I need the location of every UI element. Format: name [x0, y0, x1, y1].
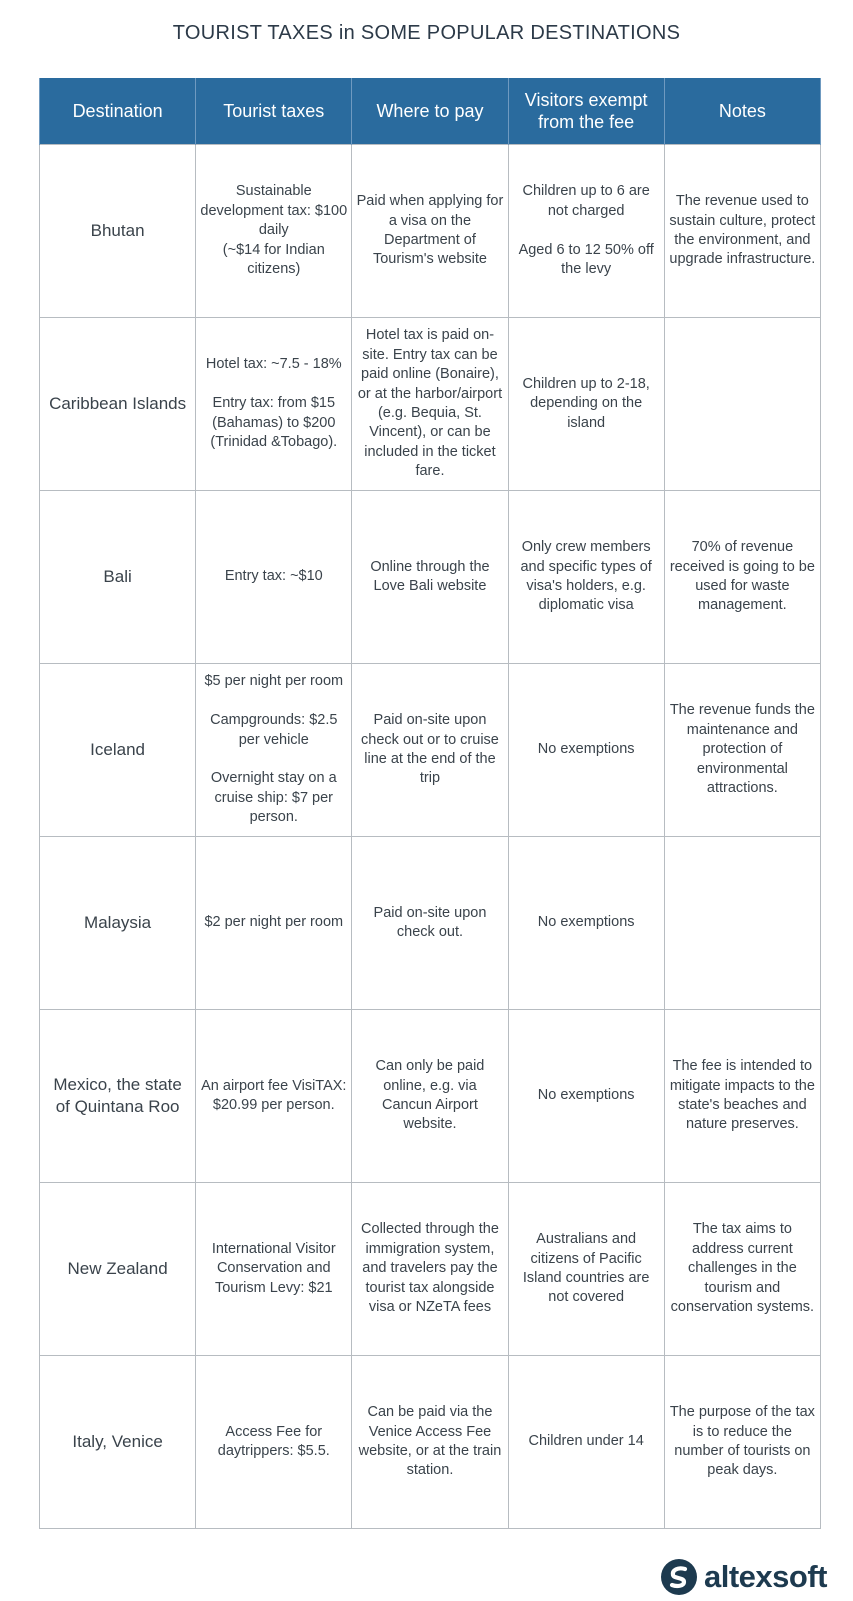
- cell-taxes: Sustainable development tax: $100 daily (~$14 for Indian citizens): [196, 145, 352, 318]
- cell-exempt: No exemptions: [508, 664, 664, 837]
- cell-exempt: No exemptions: [508, 1010, 664, 1183]
- cell-exempt: Children under 14: [508, 1356, 664, 1529]
- cell-where: Online through the Love Bali website: [352, 491, 508, 664]
- cell-taxes: $2 per night per room: [196, 837, 352, 1010]
- cell-where: Paid on-site upon check out.: [352, 837, 508, 1010]
- cell-destination: Italy, Venice: [40, 1356, 196, 1529]
- cell-exempt: Children up to 2-18, depending on the island: [508, 318, 664, 491]
- cell-notes: The tax aims to address current challenges in the tourism and conservation systems.: [664, 1183, 820, 1356]
- header-notes: Notes: [664, 78, 820, 145]
- altexsoft-logo: [660, 1558, 827, 1596]
- cell-notes: The fee is intended to mitigate impacts to the state's beaches and nature preserves.: [664, 1010, 820, 1183]
- table-header-row: [40, 78, 821, 145]
- altexsoft-logo-icon: [660, 1558, 698, 1596]
- cell-taxes: Access Fee for daytrippers: $5.5.: [196, 1356, 352, 1529]
- cell-notes: The purpose of the tax is to reduce the number of tourists on peak days.: [664, 1356, 820, 1529]
- cell-taxes: $5 per night per room Campgrounds: $2.5 per vehicle Overnight stay on a cruise ship: $7 per person.: [196, 664, 352, 837]
- cell-where: Collected through the immigration system, and travelers pay the tourist tax alongside visa or NZeTA fees: [352, 1183, 508, 1356]
- table-row: [40, 1010, 821, 1183]
- cell-destination: New Zealand: [40, 1183, 196, 1356]
- cell-notes: [664, 318, 820, 491]
- cell-notes: 70% of revenue received is going to be used for waste management.: [664, 491, 820, 664]
- cell-exempt: Children up to 6 are not charged Aged 6 to 12 50% off the levy: [508, 145, 664, 318]
- cell-notes: [664, 837, 820, 1010]
- cell-taxes: Hotel tax: ~7.5 - 18% Entry tax: from $15 (Bahamas) to $200 (Trinidad &Tobago).: [196, 318, 352, 491]
- table-row: [40, 318, 821, 491]
- cell-exempt: Australians and citizens of Pacific Island countries are not covered: [508, 1183, 664, 1356]
- table-row: [40, 1183, 821, 1356]
- altexsoft-wordmark: altexsoft: [704, 1559, 827, 1594]
- cell-where: Hotel tax is paid on-site. Entry tax can be paid online (Bonaire), or at the harbor/airport (e.g. Bequia, St. Vincent), or can be included in the ticket fare.: [352, 318, 508, 491]
- cell-notes: The revenue funds the maintenance and protection of environmental attractions.: [664, 664, 820, 837]
- cell-exempt: No exemptions: [508, 837, 664, 1010]
- cell-destination: Iceland: [40, 664, 196, 837]
- cell-where: Can only be paid online, e.g. via Cancun Airport website.: [352, 1010, 508, 1183]
- cell-where: Paid when applying for a visa on the Department of Tourism's website: [352, 145, 508, 318]
- cell-exempt: Only crew members and specific types of visa's holders, e.g. diplomatic visa: [508, 491, 664, 664]
- cell-taxes: An airport fee VisiTAX: $20.99 per person.: [196, 1010, 352, 1183]
- cell-notes: The revenue used to sustain culture, protect the environment, and upgrade infrastructure.: [664, 145, 820, 318]
- cell-taxes: Entry tax: ~$10: [196, 491, 352, 664]
- header-tourist-taxes: Tourist taxes: [196, 78, 352, 145]
- page-title: TOURIST TAXES in SOME POPULAR DESTINATIONS: [172, 22, 681, 44]
- cell-destination: Malaysia: [40, 837, 196, 1010]
- cell-destination: Bhutan: [40, 145, 196, 318]
- table-row: [40, 491, 821, 664]
- table-row: [40, 664, 821, 837]
- cell-destination: Mexico, the state of Quintana Roo: [40, 1010, 196, 1183]
- cell-destination: Bali: [40, 491, 196, 664]
- tourist-tax-table: [39, 78, 821, 1529]
- cell-where: Can be paid via the Venice Access Fee website, or at the train station.: [352, 1356, 508, 1529]
- table-row: [40, 1356, 821, 1529]
- table-row: [40, 837, 821, 1010]
- header-destination: Destination: [40, 78, 196, 145]
- cell-destination: Caribbean Islands: [40, 318, 196, 491]
- table-row: [40, 145, 821, 318]
- header-visitors-exempt: Visitors exempt from the fee: [508, 78, 664, 145]
- header-where-to-pay: Where to pay: [352, 78, 508, 145]
- cell-taxes: International Visitor Conservation and Tourism Levy: $21: [196, 1183, 352, 1356]
- cell-where: Paid on-site upon check out or to cruise line at the end of the trip: [352, 664, 508, 837]
